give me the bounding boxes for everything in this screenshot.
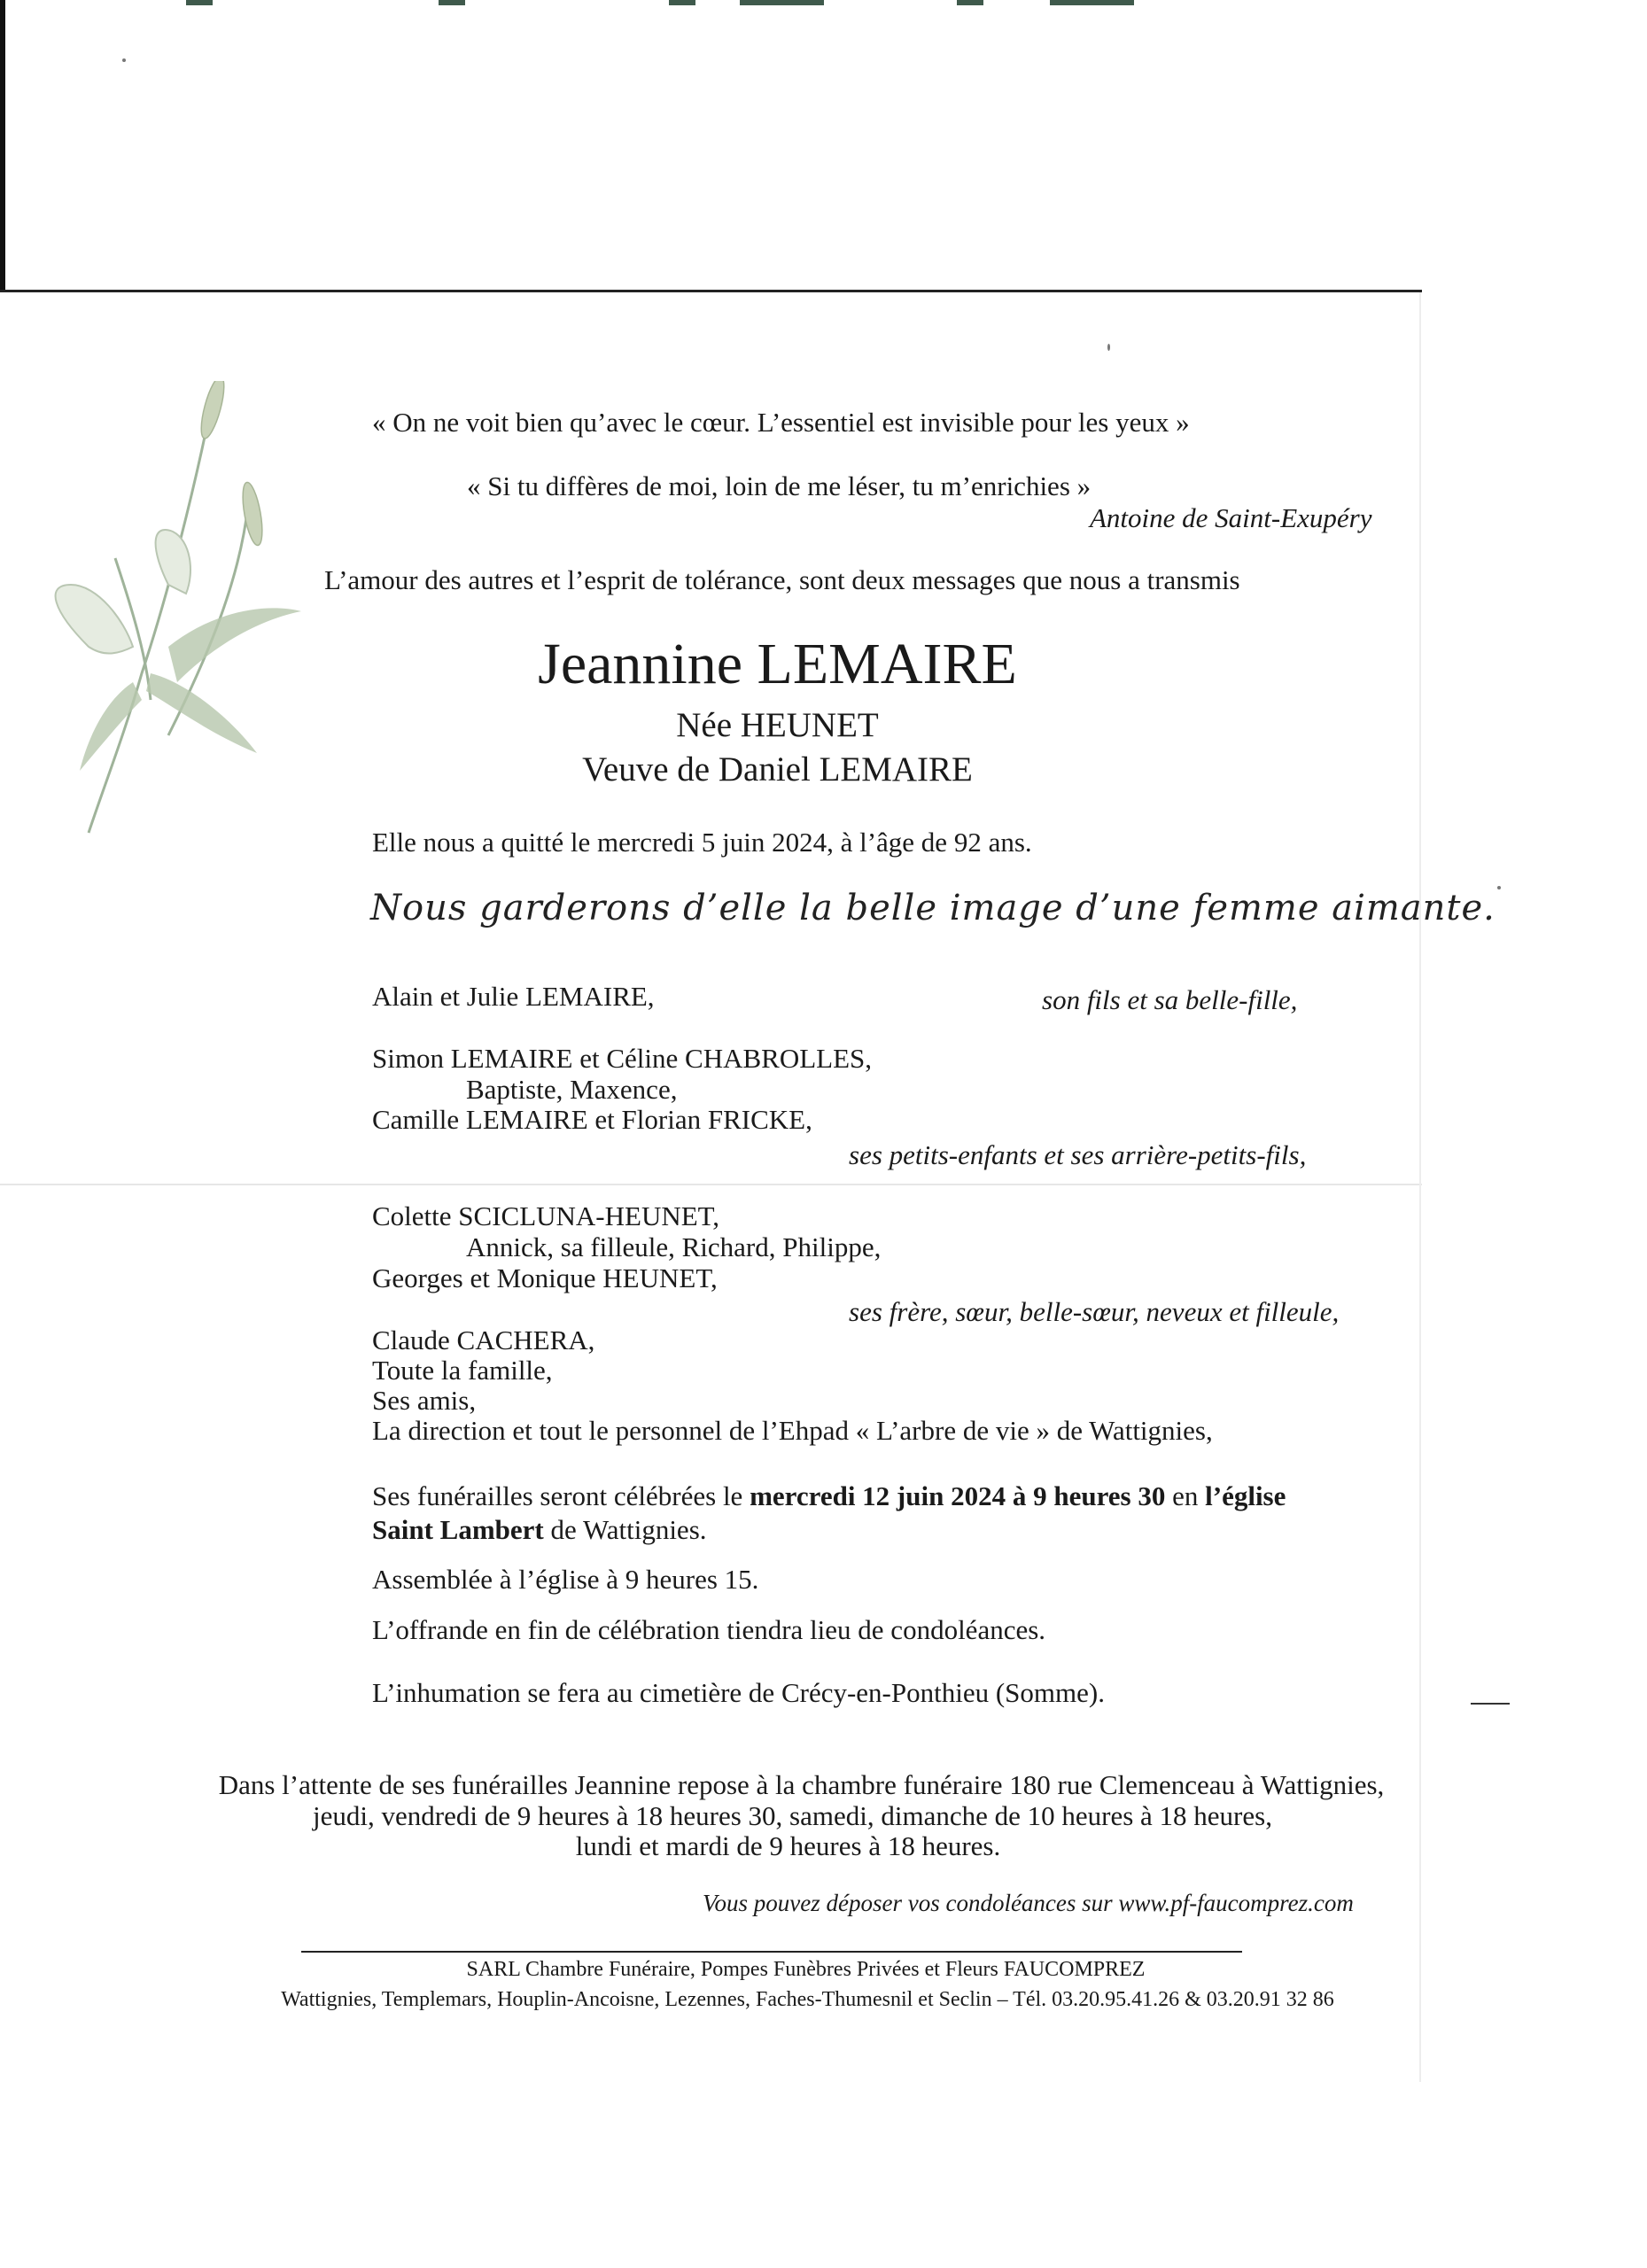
funeral-church-name: Saint Lambert <box>372 1514 544 1545</box>
scan-speck <box>1107 344 1110 351</box>
family-relation: ses frère, sœur, belle-sœur, neveux et filleule, <box>849 1296 1340 1327</box>
family-line: Annick, sa filleule, Richard, Philippe, <box>466 1231 882 1262</box>
burial-note: L’inhumation se fera au cimetière de Crécy-en-Ponthieu (Somme). <box>372 1677 1105 1708</box>
visitation-line-1: Dans l’attente de ses funérailles Jeannine repose à la chambre funéraire 180 rue Clemenceau à Wattignies, <box>218 1769 1385 1800</box>
funeral-details-line-2 <box>372 1513 707 1546</box>
funeral-date: mercredi 12 juin 2024 à 9 heures 30 <box>750 1480 1166 1511</box>
scan-mark <box>1471 1703 1510 1705</box>
family-line: Simon LEMAIRE et Céline CHABROLLES, <box>372 1043 873 1074</box>
family-line: Toute la famille, <box>372 1355 553 1386</box>
deceased-widow: Veuve de Daniel LEMAIRE <box>582 750 973 788</box>
funeral-town: de Wattignies. <box>543 1514 707 1545</box>
family-line: Colette SCICLUNA-HEUNET, <box>372 1200 720 1231</box>
family-line: Camille LEMAIRE et Florian FRICKE, <box>372 1104 812 1135</box>
funeral-details-line-1 <box>372 1480 1286 1512</box>
visitation-line-3: lundi et mardi de 9 heures à 18 heures. <box>575 1830 1001 1861</box>
offering-note: L’offrande en fin de célébration tiendra lieu de condoléances. <box>372 1614 1046 1645</box>
footer-rule <box>301 1951 1242 1953</box>
condolences-link[interactable]: Vous pouvez déposer vos condoléances sur www.pf-faucomprez.com <box>703 1890 1354 1916</box>
scan-speck <box>122 58 126 62</box>
fold-line <box>0 1184 1422 1185</box>
family-line: Claude CACHERA, <box>372 1324 595 1355</box>
funeral-text: Ses funérailles seront célébrées le <box>372 1480 750 1511</box>
scan-speck <box>1497 886 1501 889</box>
funeral-church: l’église <box>1205 1480 1286 1511</box>
deceased-name: Jeannine LEMAIRE <box>538 632 1017 696</box>
family-line: Baptiste, Maxence, <box>466 1074 678 1105</box>
quote-line-2: « Si tu diffères de moi, loin de me léser, tu m’enrichies » <box>467 470 1092 501</box>
quote-line-1: « On ne voit bien qu’avec le cœur. L’essentiel est invisible pour les yeux » <box>372 407 1190 438</box>
scan-corner-horizontal <box>0 290 1422 292</box>
family-line: La direction et tout le personnel de l’Ehpad « L’arbre de vie » de Wattignies, <box>372 1415 1213 1446</box>
death-notice: Elle nous a quitté le mercredi 5 juin 2024, à l’âge de 92 ans. <box>372 827 1032 858</box>
family-relation: son fils et sa belle-fille, <box>1042 984 1298 1015</box>
script-tribute: Nous garderons d’elle la belle image d’une femme aimante. <box>370 888 1496 928</box>
family-line: Georges et Monique HEUNET, <box>372 1262 718 1293</box>
funeral-text: en <box>1165 1480 1206 1511</box>
deceased-born: Née HEUNET <box>676 706 879 744</box>
family-relation: ses petits-enfants et ses arrière-petits-fils, <box>849 1139 1307 1170</box>
family-line: Alain et Julie LEMAIRE, <box>372 981 655 1012</box>
scan-corner-vertical <box>0 0 5 292</box>
intro-text: L’amour des autres et l’esprit de tolérance, sont deux messages que nous a transmis <box>324 564 1240 595</box>
family-line: Ses amis, <box>372 1385 477 1416</box>
quote-author: Antoine de Saint-Exupéry <box>1090 502 1372 533</box>
footer-contact: Wattignies, Templemars, Houplin-Ancoisne, Lezennes, Faches-Thumesnil et Seclin – Tél. 03.20.95.41.26 & 03.20.91 32 86 <box>281 1988 1334 2011</box>
footer-company: SARL Chambre Funéraire, Pompes Funèbres Privées et Fleurs FAUCOMPREZ <box>466 1958 1146 1981</box>
visitation-line-2: jeudi, vendredi de 9 heures à 18 heures 30, samedi, dimanche de 10 heures à 18 heures, <box>313 1800 1272 1831</box>
assembly-time: Assemblée à l’église à 9 heures 15. <box>372 1564 759 1595</box>
